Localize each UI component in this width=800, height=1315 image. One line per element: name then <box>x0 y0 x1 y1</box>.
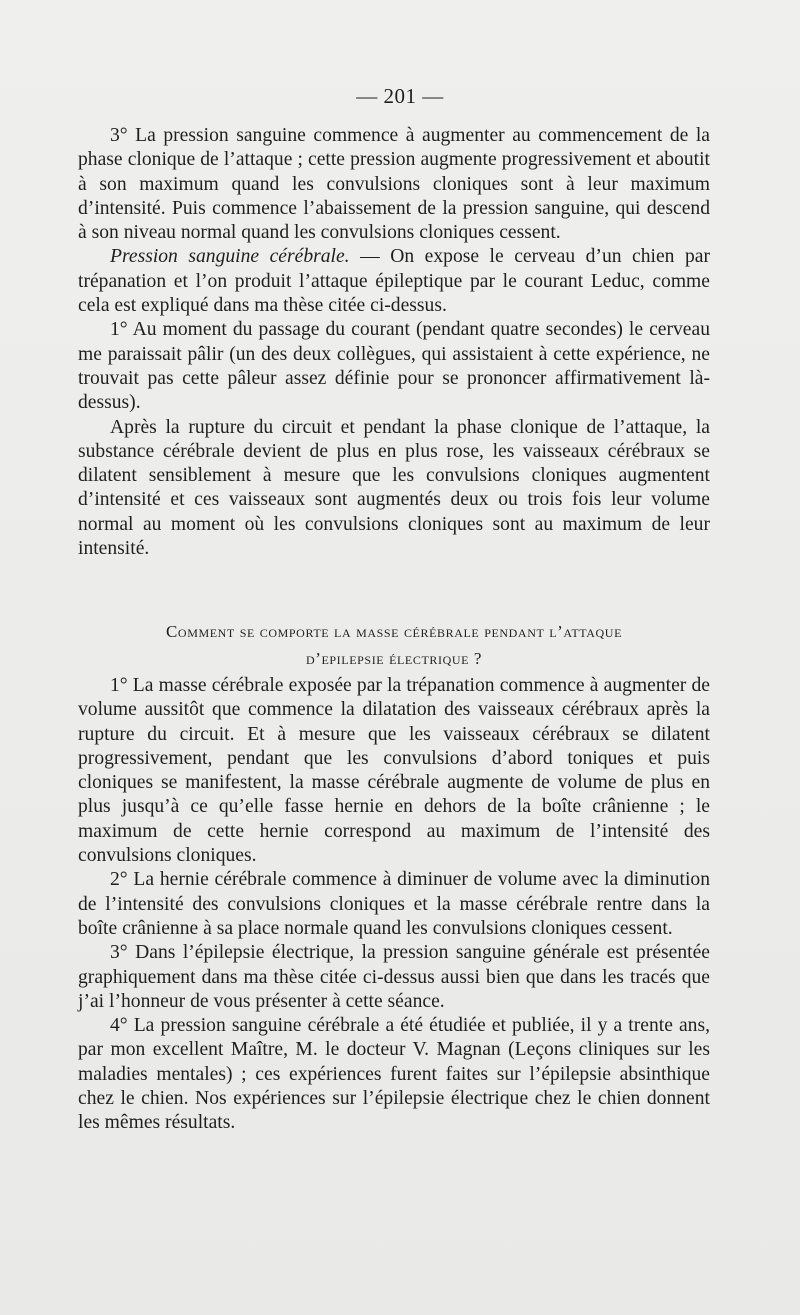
section-heading <box>78 618 710 672</box>
paragraph: 3° Dans l’épilepsie électrique, la pression sanguine générale est présentée graphiquement dans ma thèse citée ci-dessus aussi bien que dans les tracés que j’ai l’honneur de vous présenter à cette séance. <box>78 942 710 1012</box>
paragraph: 4° La pression sanguine cérébrale a été étudiée et publiée, il y a trente ans, par mon excellent Maître, M. le docteur V. Magnan (Leçons cliniques sur les maladies mentales) ; ces expériences furent faites sur l’épilepsie absinthique chez le chien. Nos expériences sur l’épilepsie électrique chez le chien donnent les mêmes résultats. <box>78 1015 710 1134</box>
paragraph: Après la rupture du circuit et pendant la phase clonique de l’attaque, la substance cérébrale devient de plus en plus rose, les vaisseaux cérébraux se dilatent sensiblement à mesure que les convulsions cloniques augmentent d’intensité et ces vaisseaux sont augmentés deux ou trois fois leur volume normal au moment où les convulsions cloniques sont au maximum de leur intensité. <box>78 416 710 560</box>
paragraph-cerebral-pressure <box>78 245 710 318</box>
page-number: — 201 — <box>356 84 444 108</box>
paragraph-lead-italic: Pression sanguine cérébrale. <box>110 246 350 268</box>
section-heading-line-1: Comment se comporte la masse cérébrale pendant l’attaque <box>165 622 622 641</box>
paragraph-text: — On expose le cerveau d’un chien par trépanation et l’on produit l’attaque épileptique par le courant Leduc, comme cela est expliqué dans ma thèse citée ci-dessus. <box>78 246 710 317</box>
text-section-blood-pressure <box>78 124 710 561</box>
paragraph: 1° Au moment du passage du courant (pendant quatre secondes) le cerveau me paraissait pâlir (un des deux collègues, qui assistaient à cette expérience, ne trouvait pas cette pâleur assez définie pour se prononcer affirmativement là-dessus). <box>78 319 710 414</box>
paragraph: 2° La hernie cérébrale commence à diminuer de volume avec la diminution de l’intensité des convulsions cloniques et la masse cérébrale rentre dans la boîte crânienne à sa place normale quand les convulsions cloniques cessent. <box>78 869 710 939</box>
paragraph: 3° La pression sanguine commence à augmenter au commencement de la phase clonique de l’attaque ; cette pression augmente progressivement et aboutit à son maximum quand les convulsions cloniques sont à leur maximum d’intensité. Puis commence l’abaissement de la pression sanguine, qui descend à son niveau normal quand les convulsions cloniques cessent. <box>78 125 710 244</box>
text-section-cerebral-mass <box>78 674 710 1136</box>
paragraph: 1° La masse cérébrale exposée par la trépanation commence à augmenter de volume aussitôt que commence la dilatation des vaisseaux cérébraux après la rupture du circuit. Et à mesure que les vaisseaux cérébraux se dilatent progressivement, pendant que les convulsions d’abord toniques et puis cloniques se manifestent, la masse cérébrale augmente de volume de plus en plus jusqu’à ce qu’elle fasse hernie en dehors de la boîte crânienne ; le maximum de cette hernie correspond au maximum de l’intensité des convulsions cloniques. <box>78 675 710 867</box>
section-heading-line-2: d’epilepsie électrique ? <box>305 649 483 668</box>
